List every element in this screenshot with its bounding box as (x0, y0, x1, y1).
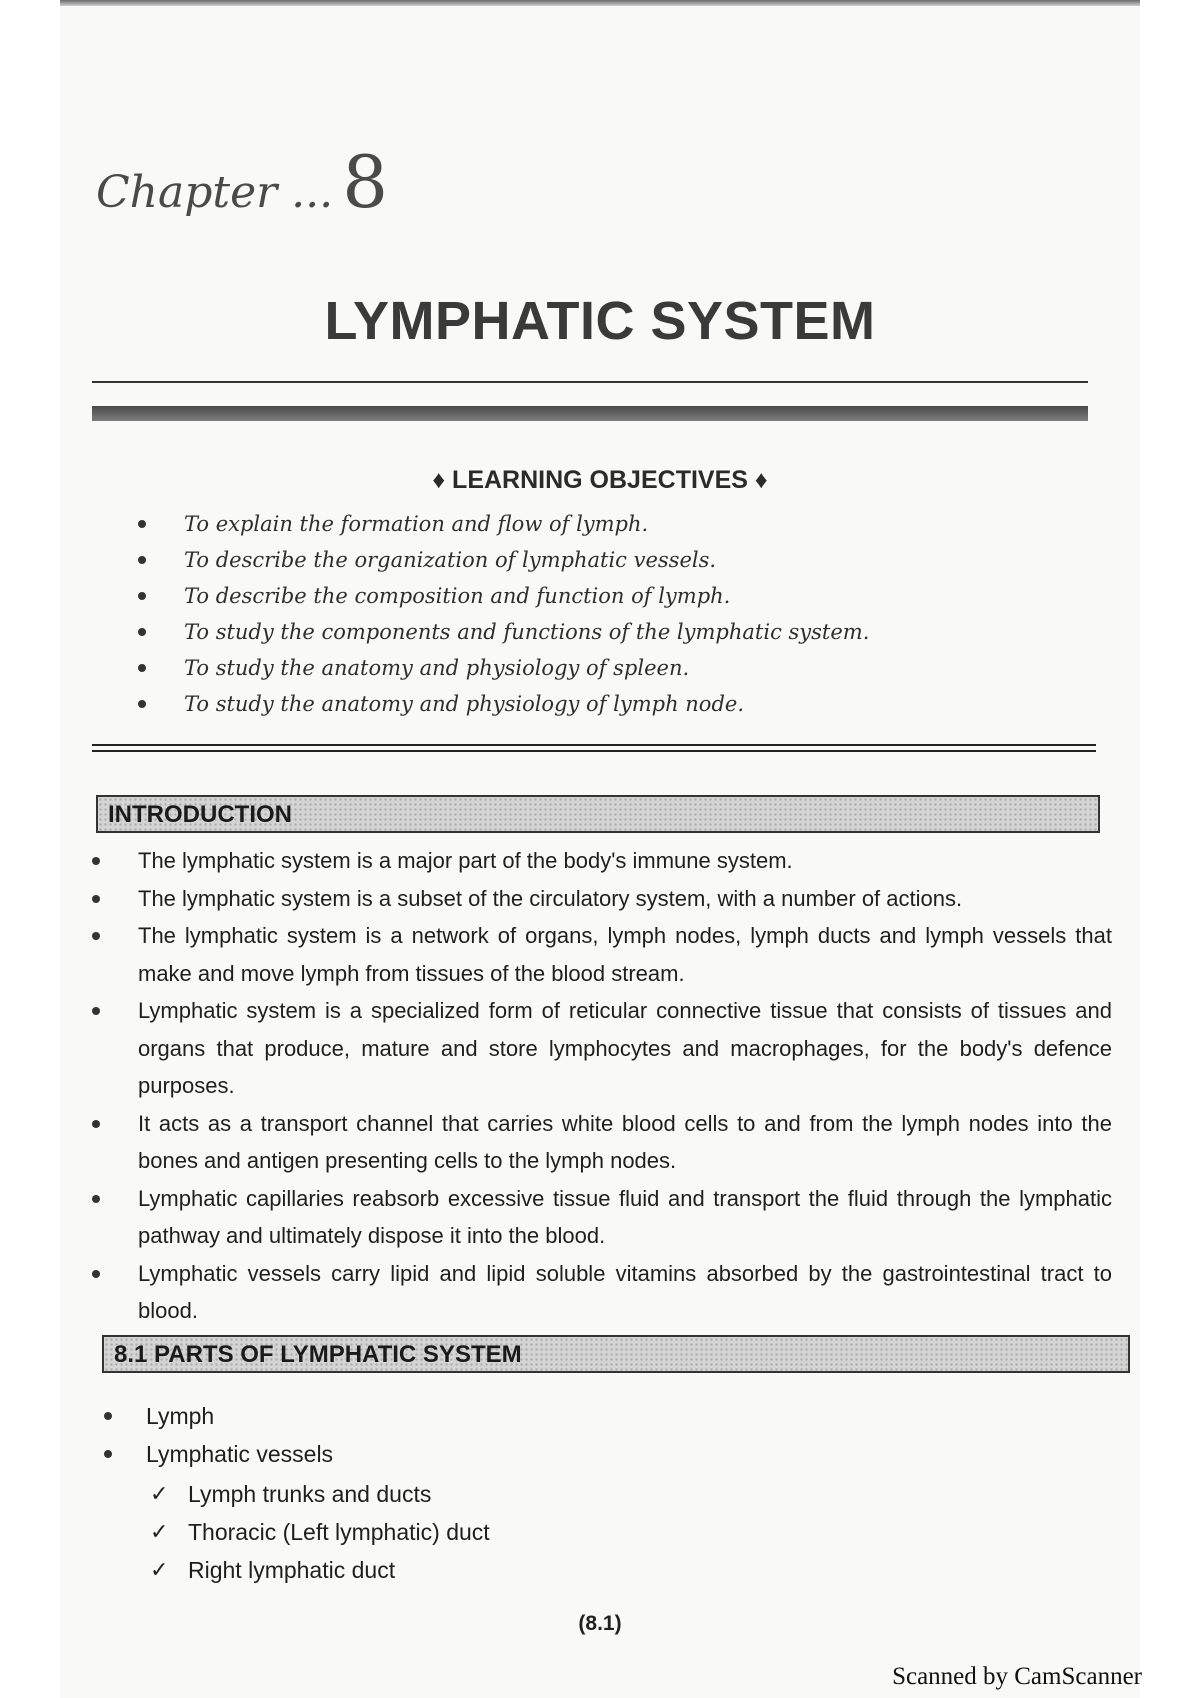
checkmark-icon: ✓ (150, 1481, 169, 1506)
bullet-icon (92, 895, 100, 903)
page-title: LYMPHATIC SYSTEM (324, 291, 876, 351)
objective-text: To describe the organization of lymphatic vessels. (184, 548, 717, 572)
scan-top-edge (60, 0, 1140, 6)
introduction-heading: INTRODUCTION (108, 801, 292, 828)
bullet-icon (104, 1450, 112, 1458)
parts-heading: 8.1 PARTS OF LYMPHATIC SYSTEM (114, 1341, 522, 1368)
sub-item-text: Thoracic (Left lymphatic) duct (188, 1519, 490, 1545)
lymphatic-vessels-sublist (150, 1475, 490, 1589)
objectives-divider (92, 744, 1096, 752)
parts-item (104, 1435, 333, 1473)
bullet-icon (138, 664, 146, 672)
introduction-text: The lymphatic system is a subset of the circulatory system, with a number of actions. (138, 885, 963, 911)
parts-text: Lymphatic vessels (146, 1441, 334, 1467)
objective-item (138, 614, 869, 650)
introduction-item (92, 992, 1112, 1105)
bullet-icon (92, 932, 100, 940)
bullet-icon (92, 1120, 100, 1128)
introduction-item (92, 880, 1112, 918)
learning-objectives-list (138, 506, 869, 722)
bullet-icon (92, 1007, 100, 1015)
parts-item (104, 1397, 333, 1435)
objective-item (138, 506, 869, 542)
sub-item-text: Right lymphatic duct (188, 1557, 396, 1583)
title-divider-thick (92, 406, 1088, 421)
introduction-text: The lymphatic system is a major part of the body's immune system. (138, 848, 793, 873)
introduction-item (92, 1255, 1112, 1330)
chapter-word: Chapter ... (96, 167, 334, 218)
title-divider-thin (92, 381, 1088, 383)
checkmark-icon: ✓ (150, 1519, 169, 1544)
bullet-icon (138, 556, 146, 564)
bullet-icon (92, 857, 100, 865)
introduction-item (92, 1105, 1112, 1180)
scanner-watermark: Scanned by CamScanner (892, 1663, 1142, 1690)
chapter-label (96, 140, 388, 224)
objective-text: To study the components and functions of the lymphatic system. (184, 620, 870, 644)
sub-item (150, 1551, 490, 1589)
bullet-icon (92, 1270, 100, 1278)
objective-text: To explain the formation and flow of lymph. (184, 512, 649, 536)
introduction-item (92, 1180, 1112, 1255)
introduction-list (92, 842, 1112, 1330)
objective-text: To describe the composition and function of lymph. (184, 584, 731, 608)
introduction-heading-bar (96, 795, 1100, 833)
objective-item (138, 686, 869, 722)
introduction-text: Lymphatic vessels carry lipid and lipid soluble vitamins absorbed by the gastrointestinal tract to blood. (138, 1260, 1112, 1323)
introduction-text: It acts as a transport channel that carries white blood cells to and from the lymph nodes into the bones and antigen presenting cells to the lymph nodes. (138, 1110, 1112, 1173)
introduction-item (92, 842, 1112, 880)
introduction-text: Lymphatic system is a specialized form of reticular connective tissue that consists of tissues and organs that produce, mature and store lymphocytes and macrophages, for the body's defence purposes. (138, 998, 1112, 1098)
objective-text: To study the anatomy and physiology of spleen. (184, 656, 690, 680)
parts-heading-bar (102, 1335, 1130, 1373)
checkmark-icon: ✓ (150, 1557, 169, 1582)
bullet-icon (92, 1195, 100, 1203)
sub-item (150, 1513, 490, 1551)
objective-item (138, 542, 869, 578)
sub-item-text: Lymph trunks and ducts (188, 1481, 432, 1507)
bullet-icon (138, 700, 146, 708)
parts-list (104, 1397, 333, 1473)
parts-text: Lymph (146, 1403, 215, 1429)
sub-item (150, 1475, 490, 1513)
bullet-icon (138, 592, 146, 600)
objective-item (138, 578, 869, 614)
introduction-text: Lymphatic capillaries reabsorb excessive tissue fluid and transport the fluid through the lymphatic pathway and ultimately dispose it into the blood. (138, 1185, 1112, 1248)
introduction-text: The lymphatic system is a network of organs, lymph nodes, lymph ducts and lymph vessels that make and move lymph from tissues of the blood stream. (138, 923, 1112, 986)
chapter-number: 8 (342, 140, 389, 224)
objective-text: To study the anatomy and physiology of lymph node. (184, 692, 744, 716)
bullet-icon (138, 628, 146, 636)
objective-item (138, 650, 869, 686)
bullet-icon (138, 520, 146, 528)
learning-objectives-heading: ♦ LEARNING OBJECTIVES ♦ (432, 466, 768, 494)
introduction-item (92, 917, 1112, 992)
page-number: (8.1) (578, 1612, 622, 1635)
bullet-icon (104, 1412, 112, 1420)
